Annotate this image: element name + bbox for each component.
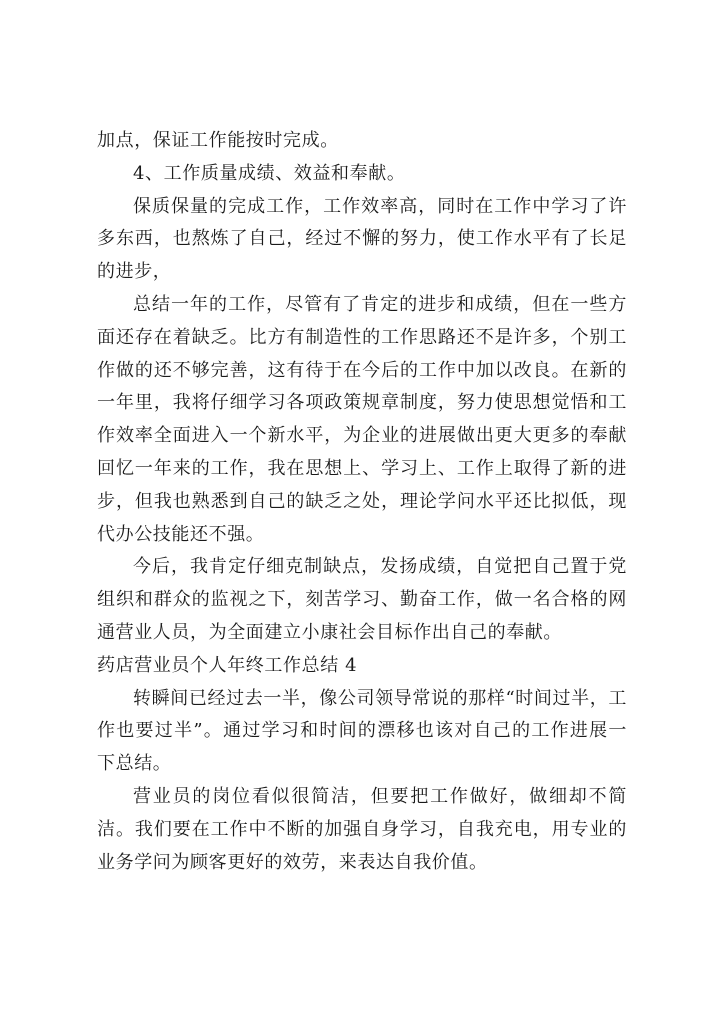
- paragraph-continuation: 加点，保证工作能按时完成。: [97, 130, 339, 151]
- section-heading: 药店营业员个人年终工作总结 4: [97, 654, 358, 676]
- paragraph-quality: 保质保量的完成工作，工作效率高，同时在工作中学习了许多东西，也熬炼了自己，经过不懈的努力，使工作水平有了长足的进步，: [97, 195, 627, 283]
- document-body: [97, 125, 627, 879]
- paragraph-half-year: 转瞬间已经过去一半，像公司领导常说的那样“时间过半，工作也要过半”。通过学习和时间的漂移也该对自己的工作进展一下总结。: [97, 687, 627, 775]
- paragraph-item-4: 4、工作质量成绩、效益和奉献。: [133, 162, 406, 184]
- paragraph-sales-role: 营业员的岗位看似很简洁，但要把工作做好，做细却不简洁。我们要在工作中不断的加强自身学习，自我充电，用专业的业务学问为顾客更好的效劳，来表达自我价值。: [97, 785, 627, 873]
- paragraph-summary: 总结一年的工作，尽管有了肯定的进步和成绩，但在一些方面还存在着缺乏。比方有制造性的工作思路还不是许多，个别工作做的还不够完善，这有待于在今后的工作中加以改良。在新的一年里，我将仔细学习各项政策规章制度，努力使思想觉悟和工作效率全面进入一个新水平，为企业的进展做出更大更多的奉献回忆一年来的工作，我在思想上、学习上、工作上取得了新的进步，但我也熟悉到自己的缺乏之处，理论学问水平还比拟低，现代办公技能还不强。: [97, 293, 627, 545]
- paragraph-future: 今后，我肯定仔细克制缺点，发扬成绩，自觉把自己置于党组织和群众的监视之下，刻苦学习、勤奋工作，做一名合格的网通营业人员，为全面建立小康社会目标作出自己的奉献。: [97, 556, 627, 643]
